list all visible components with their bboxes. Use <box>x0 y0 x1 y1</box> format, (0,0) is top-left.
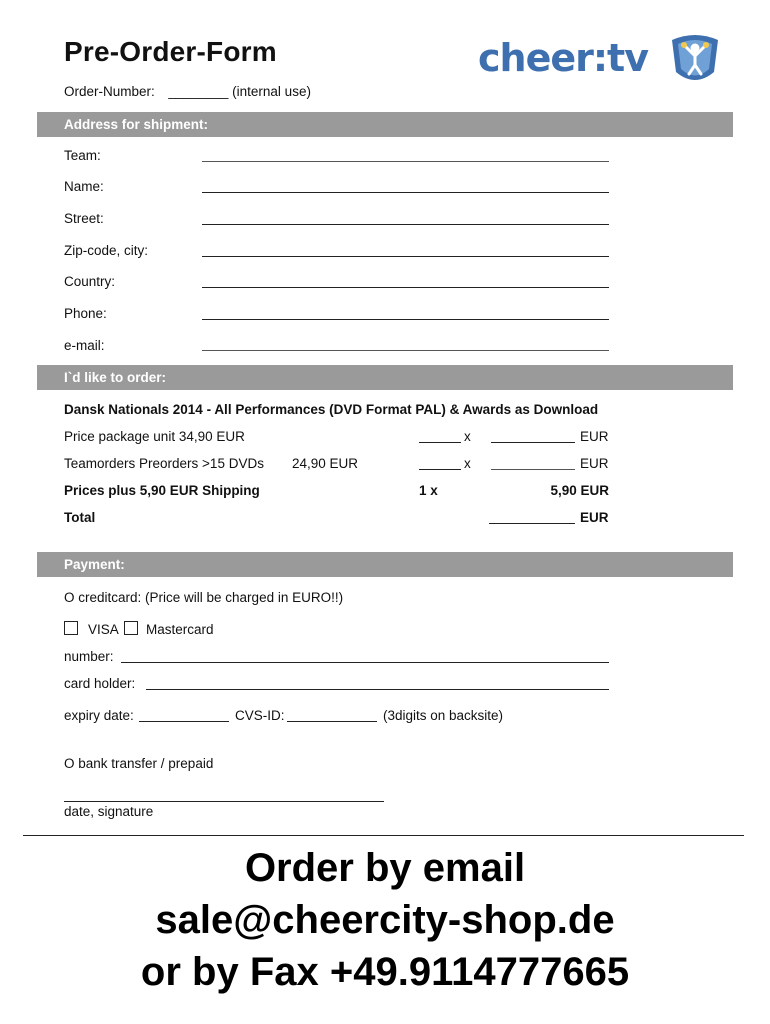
shipping-qty: 1 x <box>419 483 438 498</box>
street-input-line[interactable] <box>202 224 609 225</box>
shipping-label: Prices plus 5,90 EUR Shipping <box>64 483 260 498</box>
price-package-amount-line[interactable] <box>491 442 575 443</box>
zip-city-input-line[interactable] <box>202 256 609 257</box>
order-number-label: Order-Number: <box>64 84 155 99</box>
total-currency: EUR <box>580 510 609 525</box>
footer-email[interactable]: sale@cheercity-shop.de <box>155 898 615 942</box>
footer-divider <box>23 835 744 836</box>
street-label: Street: <box>64 211 104 226</box>
email-label: e-mail: <box>64 338 105 353</box>
teamorders-label: Teamorders Preorders >15 DVDs <box>64 456 264 471</box>
mastercard-label: Mastercard <box>146 622 214 637</box>
email-input-line[interactable] <box>202 350 609 351</box>
footer-fax: or by Fax +49.9114777665 <box>140 950 630 994</box>
bank-transfer-option[interactable]: O bank transfer / prepaid <box>64 756 214 771</box>
price-package-qty: x <box>464 429 471 444</box>
expiry-label: expiry date: <box>64 708 134 723</box>
teamorders-amount-line[interactable] <box>491 469 575 470</box>
order-number-note: (internal use) <box>232 84 311 99</box>
price-package-qty-line[interactable] <box>419 442 461 443</box>
team-label: Team: <box>64 148 101 163</box>
shipping-amount: 5,90 EUR <box>550 483 609 498</box>
shipment-section-header: Address for shipment: <box>37 112 733 137</box>
teamorders-price: 24,90 EUR <box>292 456 359 471</box>
teamorders-qty-line[interactable] <box>419 469 461 470</box>
order-number-row <box>64 84 311 99</box>
cheerleader-logo-icon <box>666 32 724 86</box>
team-input-line[interactable] <box>202 161 609 162</box>
logo-text: cheer:tv <box>478 36 648 80</box>
cheertv-logo <box>474 30 736 94</box>
country-input-line[interactable] <box>202 287 609 288</box>
phone-label: Phone: <box>64 306 107 321</box>
order-number-blank[interactable]: ________ <box>168 84 229 99</box>
teamorders-currency: EUR <box>580 456 609 471</box>
name-input-line[interactable] <box>202 192 609 193</box>
expiry-input-line[interactable] <box>139 721 229 722</box>
card-holder-input-line[interactable] <box>146 689 609 690</box>
creditcard-option[interactable]: O creditcard: (Price will be charged in EURO!!) <box>64 590 344 605</box>
teamorders-qty: x <box>464 456 471 471</box>
signature-input-line[interactable] <box>64 801 384 802</box>
price-package-currency: EUR <box>580 429 609 444</box>
total-amount-line[interactable] <box>489 523 575 524</box>
page-title: Pre-Order-Form <box>64 36 277 67</box>
card-number-input-line[interactable] <box>121 662 609 663</box>
product-title: Dansk Nationals 2014 - All Performances (DVD Format PAL) & Awards as Download <box>64 402 599 417</box>
zip-city-label: Zip-code, city: <box>64 243 149 258</box>
total-label: Total <box>64 510 96 525</box>
order-section-header: I`d like to order: <box>37 365 733 390</box>
mastercard-checkbox[interactable] <box>124 621 138 635</box>
cvs-label: CVS-ID: <box>235 708 285 723</box>
signature-label: date, signature <box>64 804 154 819</box>
price-package-label: Price package unit 34,90 EUR <box>64 429 245 444</box>
card-holder-label: card holder: <box>64 676 136 691</box>
visa-checkbox[interactable] <box>64 621 78 635</box>
country-label: Country: <box>64 274 116 289</box>
payment-section-header: Payment: <box>37 552 733 577</box>
cvs-input-line[interactable] <box>287 721 377 722</box>
phone-input-line[interactable] <box>202 319 609 320</box>
name-label: Name: <box>64 179 104 194</box>
card-number-label: number: <box>64 649 114 664</box>
cvs-note: (3digits on backsite) <box>383 708 504 723</box>
footer-line-1: Order by email <box>244 846 526 890</box>
visa-label: VISA <box>88 622 119 637</box>
